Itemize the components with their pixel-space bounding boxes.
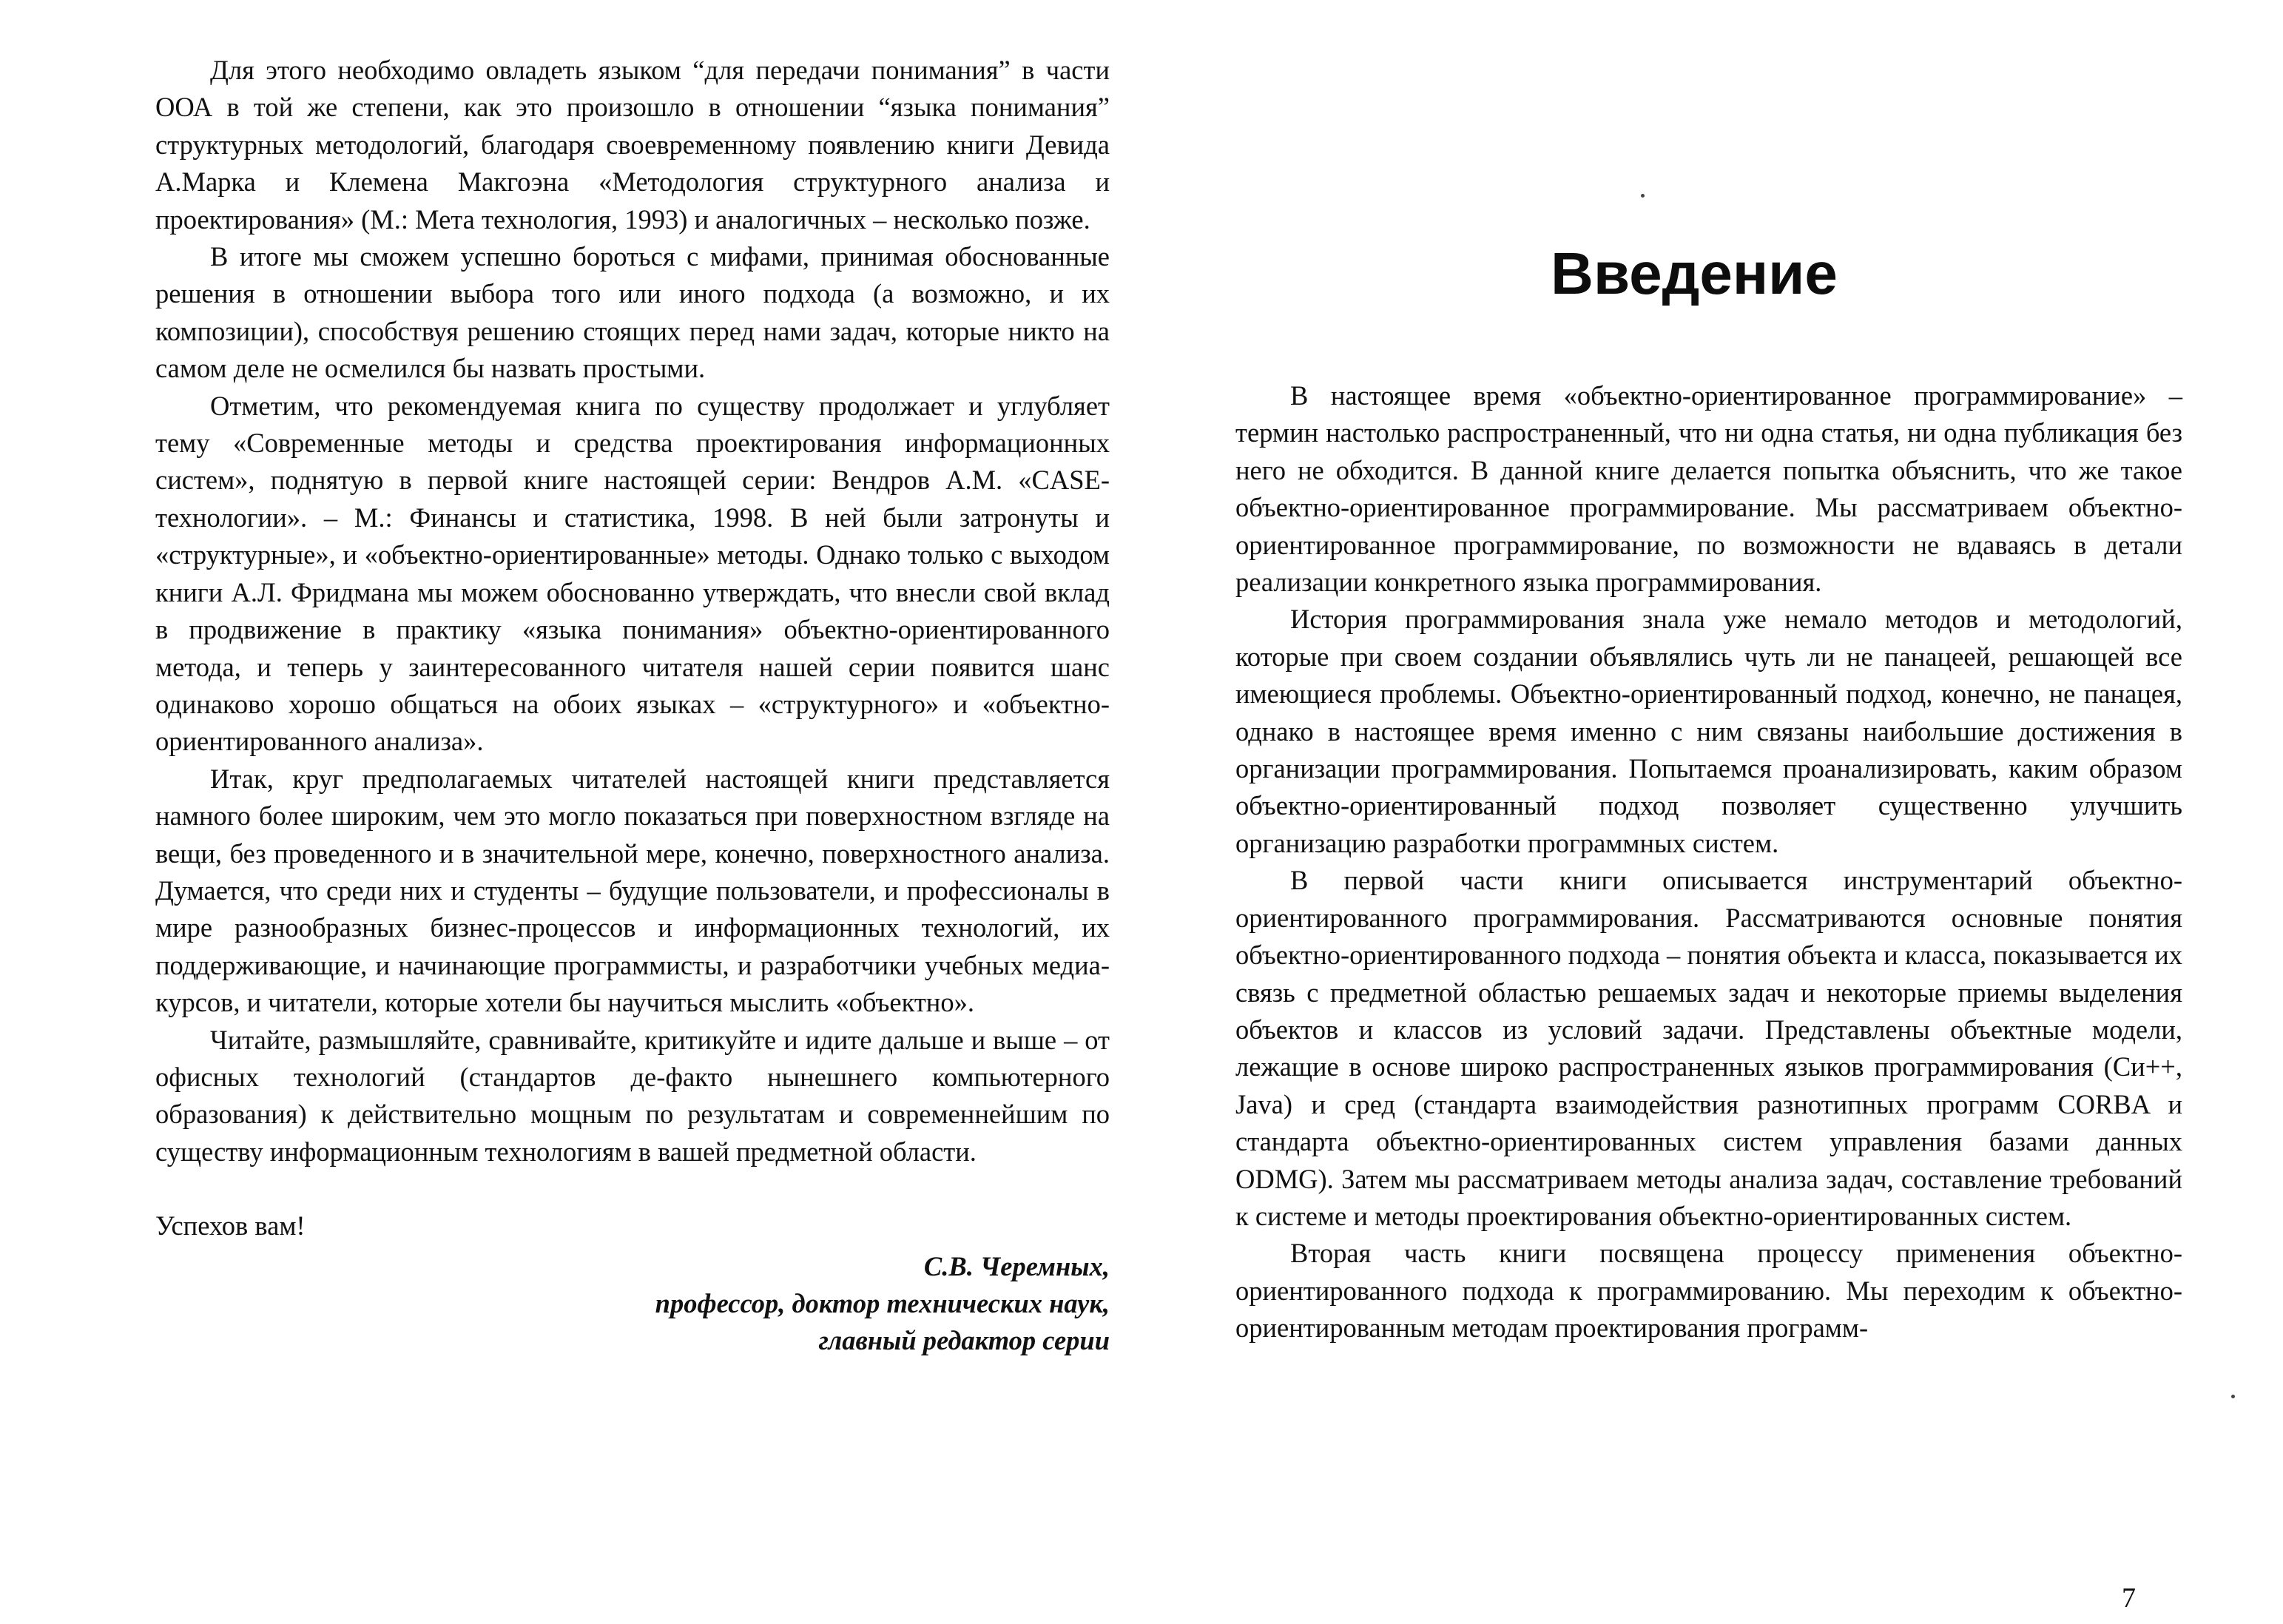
left-paragraph-5: Читайте, размышляйте, сравнивайте, критикуйте и идите дальше и выше – от офисных технологий (стандартов де-факто нынешнего компьютерного образования) к действительно мощным по результатам и современнейшим по существу информационным технологиям в вашей предметной области. <box>155 1024 1110 1167</box>
left-paragraph-1: Для этого необходимо овладеть языком “для передачи понимания” в части ООА в той же степени, как это произошло в отношении “языка понимания” структурных методологий, благодаря своевременному появлению книги Девида А.Марка и Клемена Макгоэна «Методология структурного анализа и проектирования» (М.: Мета технология, 1993) и аналогичных – несколько позже. <box>155 55 1110 235</box>
left-page-text <box>155 52 1110 1359</box>
right-paragraph-3: В первой части книги описывается инструментарий объектно-ориентированного программирования. Рассматриваются основные понятия объектно-ориентированного подхода – понятия объекта и класса, показывается их связь с предметной областью решаемых задач и некоторые приемы выделения объектов и классов из условий задачи. Представлены объектные модели, лежащие в основе широко распространенных языков программирования (Си++, Java) и сред (стандарта взаимодействия разнотипных программ CORBA и стандарта объектно-ориентированных систем управления базами данных ODMG). Затем мы рассматриваем методы анализа задач, составление требований к системе и методы проектирования объектно-ориентированных систем. <box>1235 865 2182 1231</box>
right-page-text <box>1235 377 2182 1347</box>
signature-role: главный редактор серии <box>818 1324 1110 1355</box>
closing-line: Успехов вам! <box>155 1210 306 1241</box>
signature-block <box>155 1248 1110 1359</box>
signature-name: С.В. Черемных, <box>923 1250 1110 1281</box>
chapter-heading: Введение <box>1551 240 1838 306</box>
scan-speck <box>2231 1395 2235 1398</box>
scan-speck <box>1641 194 1645 198</box>
page-number: 7 <box>2122 1583 2136 1614</box>
left-paragraph-4: Итак, круг предполагаемых читателей настоящей книги представляется намного более широким, чем это могло показаться при поверхностном взгляде на вещи, без проведенного и в значительной мере, конечно, поверхностного анализа. Думается, что среди них и студенты – будущие пользователи, и профессионалы в мире разнообразных бизнес-процессов и информационных технологий, их поддерживающие, и начинающие программисты, и разработчики учебных медиа-курсов, и читатели, которые хотели бы научиться мыслить «объектно». <box>155 763 1110 1018</box>
left-paragraph-3: Отметим, что рекомендуемая книга по существу продолжает и углубляет тему «Современные методы и средства проектирования информационных систем», поднятую в первой книге настоящей серии: Вендров А.М. «CASE-технологии». – М.: Финансы и статистика, 1998. В ней были затронуты и «структурные», и «объектно-ориентированные» методы. Однако только с выходом книги А.Л. Фридмана мы можем обоснованно утверждать, что внесли свой вклад в продвижение в практику «языка понимания» объектно-ориентированного метода, и теперь у заинтересованного читателя нашей серии появится шанс одинаково хорошо общаться на обоих языках – «структурного» и «объектно-ориентированного анализа». <box>155 390 1110 757</box>
right-paragraph-4: Вторая часть книги посвящена процессу применения объектно-ориентированного подхода к программированию. Мы переходим к объектно-ориентированным методам проектирования программ- <box>1235 1238 2182 1344</box>
left-page <box>155 0 1110 1624</box>
right-paragraph-1: В настоящее время «объектно-ориентированное программирование» – термин настолько распространенный, что ни одна статья, ни одна публикация без него не обходится. В данной книге делается попытка объяснить, что же такое объектно-ориентированное программирование. Мы рассматриваем объектно-ориентированное программирование, по возможности не вдаваясь в детали реализации конкретного языка программирования. <box>1235 380 2182 598</box>
right-paragraph-2: История программирования знала уже немало методов и методологий, которые при своем создании объявлялись чуть ли не панацеей, решающей все имеющиеся проблемы. Объектно-ориентированный подход, конечно, не панацея, однако в настоящее время именно с ним связаны наибольшие достижения в организации программирования. Попытаемся проанализировать, каким образом объектно-ориентированный подход позволяет существенно улучшить организацию разработки программных систем. <box>1235 604 2182 858</box>
right-page <box>1235 0 2182 1624</box>
left-paragraph-2: В итоге мы сможем успешно бороться с мифами, принимая обоснованные решения в отношении выбора того или иного подхода (а возможно, и их композиции), способствуя решению стоящих перед нами задач, которые никто на самом деле не осмелился бы назвать простыми. <box>155 241 1110 384</box>
signature-title: профессор, доктор технических наук, <box>655 1287 1110 1318</box>
